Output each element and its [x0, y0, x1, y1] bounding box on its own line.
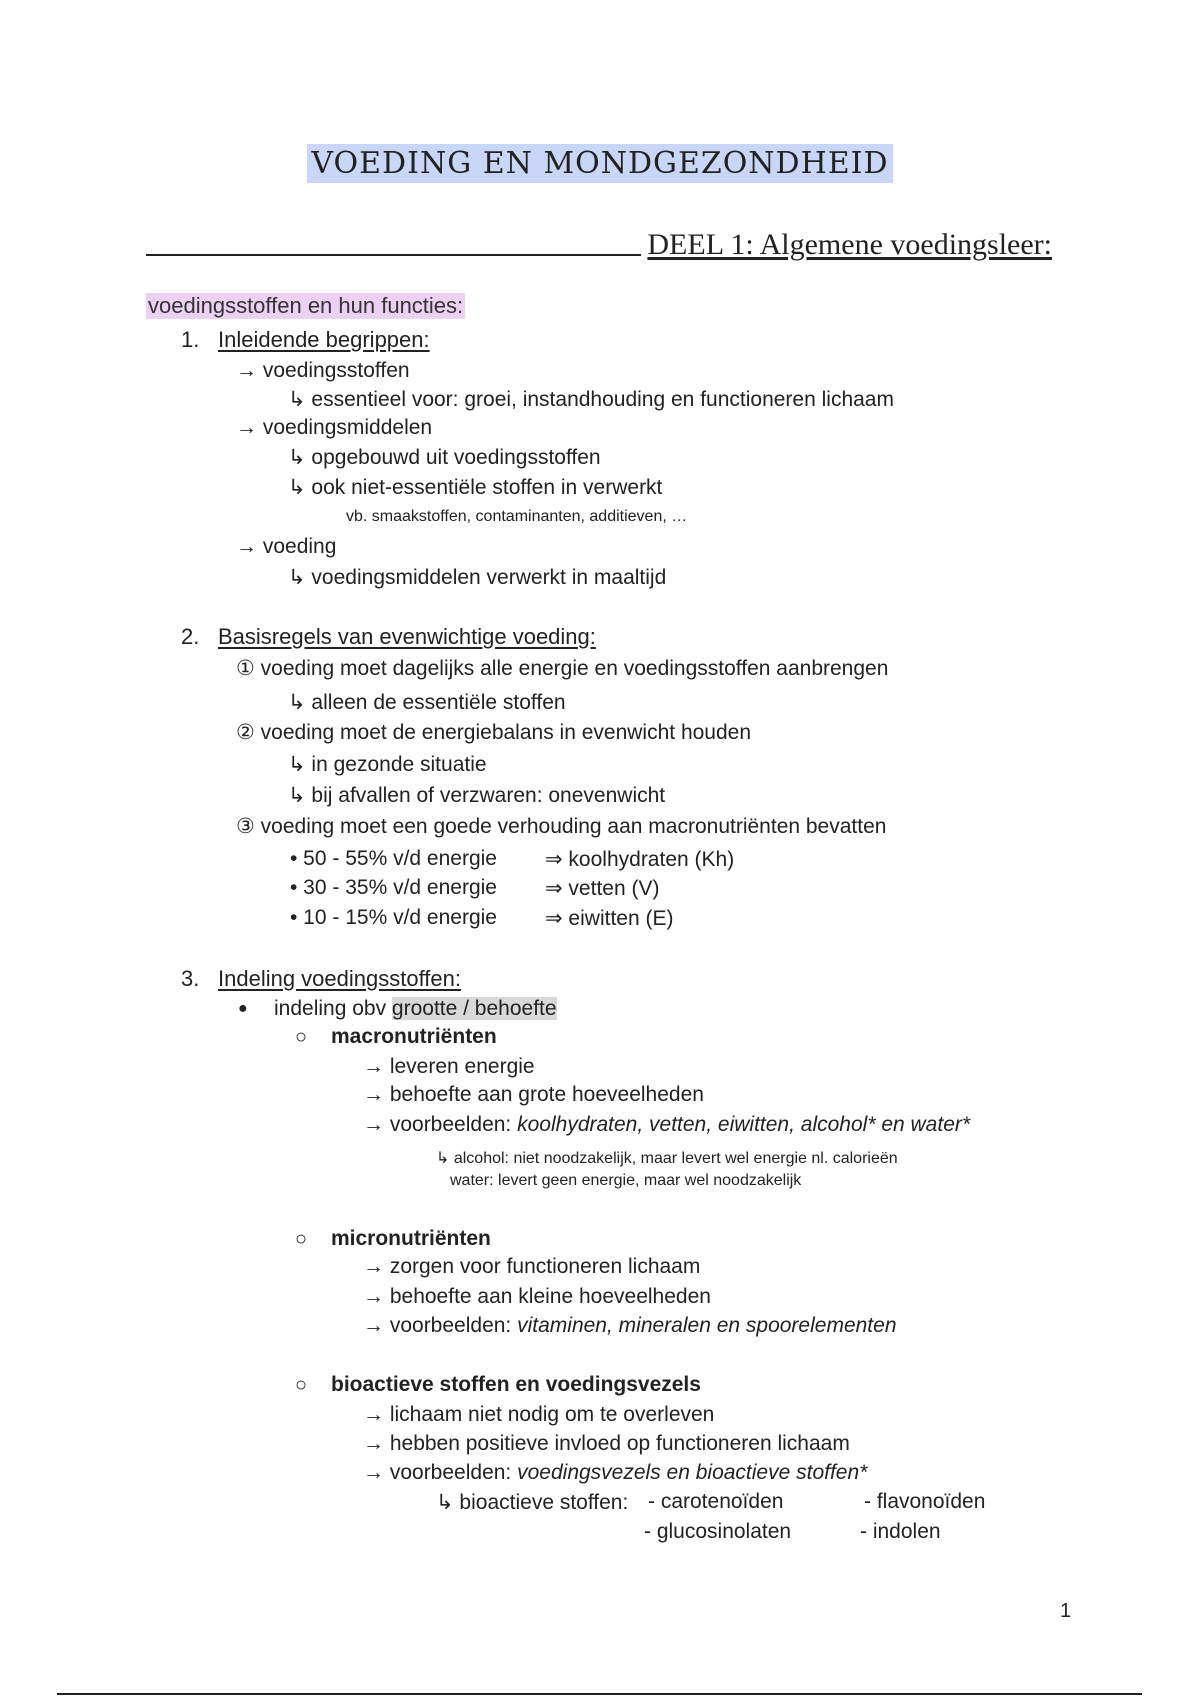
s3-heading: Indeling voedingsstoffen:	[218, 966, 461, 991]
s2-line: ↳ bij afvallen of verzwaren: onevenwicht	[288, 784, 666, 807]
bio-item: - indolen	[860, 1520, 941, 1543]
s2-line: ↳ in gezonde situatie	[288, 753, 487, 776]
s3-intro: indeling obv grootte / behoefte	[274, 997, 557, 1020]
circle-bullet-icon: ○	[295, 1374, 308, 1396]
bio-title: bioactieve stoffen en voedingsvezels	[331, 1373, 701, 1396]
bio-item: - glucosinolaten	[644, 1520, 792, 1543]
s3-number: 3.	[181, 966, 200, 991]
s2-rule-3: ③ voeding moet een goede verhouding aan macronutriënten bevatten	[236, 815, 887, 838]
s2-number: 2.	[181, 624, 200, 649]
micro-line: → zorgen voor functioneren lichaam	[363, 1255, 701, 1278]
bio-line: → lichaam niet nodig om te overleven	[363, 1403, 715, 1426]
circle-bullet-icon: ○	[295, 1228, 308, 1250]
document-title: VOEDING EN MONDGEZONDHEID	[0, 146, 1200, 181]
micro-line: → behoefte aan kleine hoeveelheden	[363, 1285, 711, 1308]
part-heading	[146, 228, 1052, 262]
s2-rule-1: ① voeding moet dagelijks alle energie en voedingsstoffen aanbrengen	[236, 657, 889, 680]
micro-examples: → voorbeelden: vitaminen, mineralen en spoorelementen	[363, 1314, 897, 1337]
macro-note: water: levert geen energie, maar wel noodzakelijk	[450, 1172, 802, 1189]
bio-sub-label: ↳ bioactieve stoffen:	[436, 1491, 629, 1514]
s2-bullet-nutrient: ⇒ koolhydraten (Kh)	[545, 848, 735, 871]
s1-term-voedingsstoffen: → voedingsstoffen	[236, 359, 410, 382]
bio-line: → hebben positieve invloed op functioneren lichaam	[363, 1432, 850, 1455]
micro-title: micronutriënten	[331, 1227, 491, 1250]
part-heading-text: DEEL 1: Algemene voedingsleer:	[647, 228, 1052, 261]
highlighted-term: grootte / behoefte	[391, 997, 557, 1020]
heading-rule	[146, 254, 641, 256]
s2-bullet-pct: • 10 - 15% v/d energie	[290, 906, 497, 929]
s2-bullet-nutrient: ⇒ eiwitten (E)	[545, 907, 674, 930]
s1-number: 1.	[181, 327, 200, 352]
bullet-icon: ●	[238, 1000, 248, 1017]
s2-rule-2: ② voeding moet de energiebalans in evenwicht houden	[236, 721, 752, 744]
s2-bullet-nutrient: ⇒ vetten (V)	[545, 877, 660, 900]
circle-bullet-icon: ○	[295, 1026, 308, 1048]
s2-line: ↳ alleen de essentiële stoffen	[288, 691, 566, 714]
s1-line: ↳ essentieel voor: groei, instandhouding en functioneren lichaam	[288, 388, 894, 411]
bio-examples: → voorbeelden: voedingsvezels en bioactieve stoffen*	[363, 1461, 868, 1484]
bio-item: - flavonoïden	[864, 1490, 986, 1513]
bio-item: - carotenoïden	[648, 1490, 784, 1513]
macro-examples: → voorbeelden: koolhydraten, vetten, eiwitten, alcohol* en water*	[363, 1113, 971, 1136]
macro-note: ↳ alcohol: niet noodzakelijk, maar levert wel energie nl. calorieën	[436, 1150, 898, 1167]
macro-title: macronutriënten	[331, 1025, 497, 1048]
s1-heading: Inleidende begrippen:	[218, 327, 430, 352]
section-heading: voedingsstoffen en hun functies:	[148, 293, 464, 318]
s2-bullet-pct: • 50 - 55% v/d energie	[290, 847, 497, 870]
s1-term-voedingsmiddelen: → voedingsmiddelen	[236, 416, 433, 439]
s1-term-voeding: → voeding	[236, 535, 337, 558]
s2-heading: Basisregels van evenwichtige voeding:	[218, 624, 596, 649]
s2-bullet-pct: • 30 - 35% v/d energie	[290, 876, 497, 899]
page-number: 1	[1060, 1600, 1072, 1622]
bottom-divider	[57, 1693, 1142, 1695]
macro-line: → behoefte aan grote hoeveelheden	[363, 1083, 704, 1106]
macro-line: → leveren energie	[363, 1055, 535, 1078]
s1-note: vb. smaakstoffen, contaminanten, additieven, …	[346, 508, 688, 525]
s1-line: ↳ opgebouwd uit voedingsstoffen	[288, 446, 601, 469]
s1-line: ↳ voedingsmiddelen verwerkt in maaltijd	[288, 566, 667, 589]
s1-line: ↳ ook niet-essentiële stoffen in verwerkt	[288, 476, 663, 499]
